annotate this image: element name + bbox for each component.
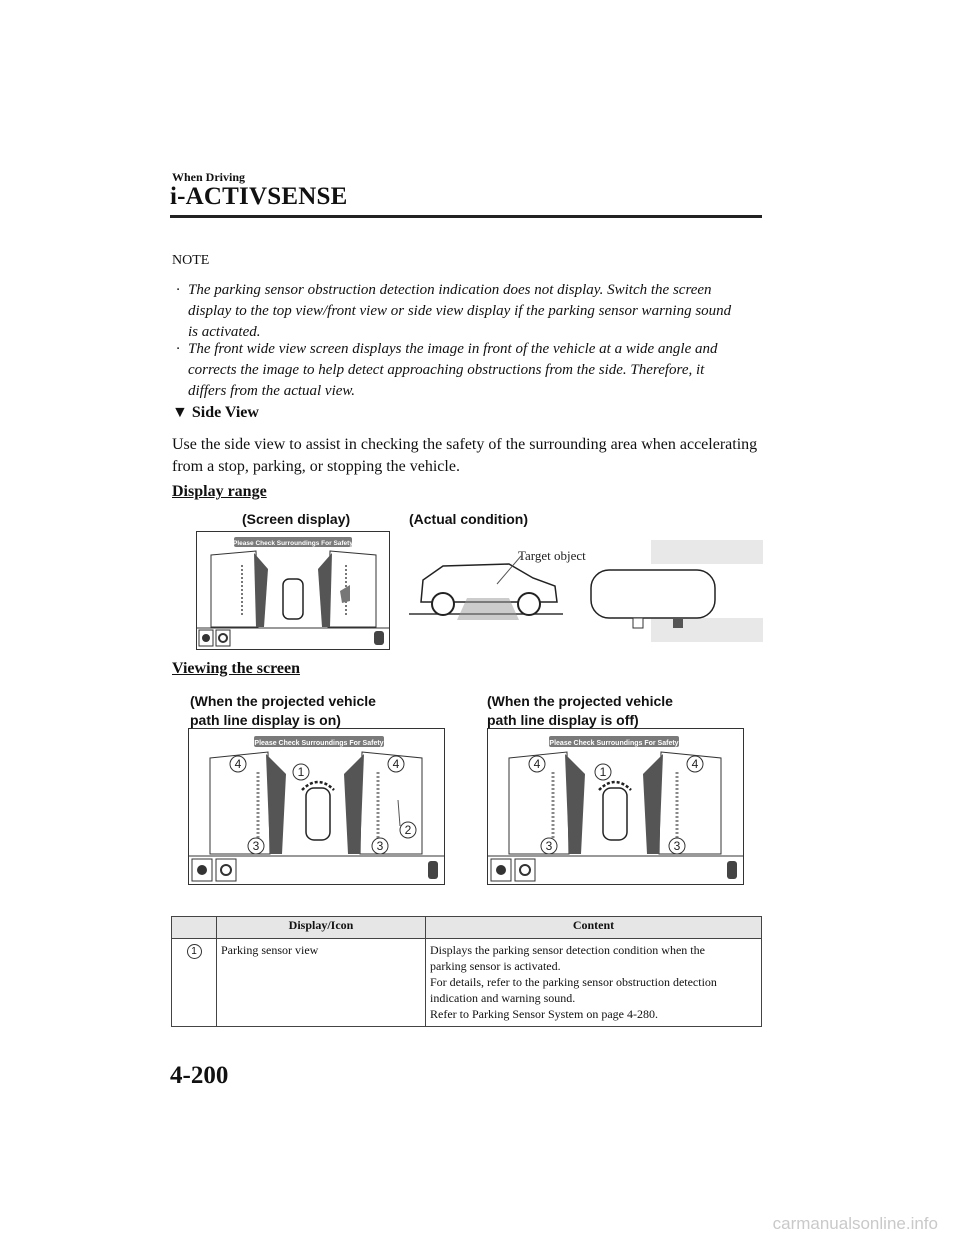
section-label: When Driving xyxy=(172,170,246,184)
side-view-range xyxy=(457,598,519,620)
callout-4: 4 xyxy=(234,757,242,771)
screen-path-on-figure xyxy=(188,728,445,885)
display-range-heading: Display range xyxy=(172,483,267,500)
callout-1: 1 xyxy=(599,765,607,779)
callout-2: 2 xyxy=(404,823,412,837)
callout-1: 1 xyxy=(187,944,202,959)
callout-4: 4 xyxy=(691,757,699,771)
table-header-number xyxy=(172,917,217,939)
chapter-title: i-ACTIVSENSE xyxy=(170,183,348,210)
callout-3: 3 xyxy=(376,839,384,853)
note-line: display to the top view/front view or side view display if the parking sensor warning sound xyxy=(188,303,732,319)
callout-3: 3 xyxy=(673,839,681,853)
screen-display-figure xyxy=(196,531,390,650)
screen-banner: Please Check Surroundings For Safety xyxy=(233,540,353,547)
triangle-marker-icon: ▼ xyxy=(172,404,188,421)
car-top-icon xyxy=(283,579,303,619)
note-line: is activated. xyxy=(188,324,261,340)
sensor-status-icon xyxy=(428,861,438,879)
caption-line: (When the projected vehicle xyxy=(487,693,673,709)
callout-3: 3 xyxy=(252,839,260,853)
content-line: parking sensor is activated. xyxy=(430,959,561,973)
caption-path-line-on xyxy=(190,692,376,730)
side-view-heading-text: Side View xyxy=(191,404,259,421)
caption-line: path line display is off) xyxy=(487,712,639,728)
note-bullet xyxy=(176,339,766,402)
table-header-display-icon: Display/Icon xyxy=(217,917,426,939)
table-header-row xyxy=(172,917,762,939)
screen-path-off-figure xyxy=(487,728,744,885)
camera-switch-icon xyxy=(197,865,207,875)
viewing-heading: Viewing the screen xyxy=(172,660,300,677)
car-top-icon xyxy=(603,788,627,840)
callout-4: 4 xyxy=(533,757,541,771)
display-icon-table xyxy=(171,916,762,1027)
note-line: corrects the image to help detect approaching obstructions from the side. Therefore, it xyxy=(188,362,705,378)
callout-3: 3 xyxy=(545,839,553,853)
note-line: differs from the actual view. xyxy=(188,383,356,399)
callout-1: 1 xyxy=(297,765,305,779)
side-view-heading xyxy=(172,404,259,422)
callout-4: 4 xyxy=(392,757,400,771)
table-header-content: Content xyxy=(426,917,762,939)
row-display-icon-cell: Parking sensor view xyxy=(217,939,426,1027)
note-title: NOTE xyxy=(172,253,210,268)
caption-actual-condition: (Actual condition) xyxy=(409,511,528,527)
content-line: Displays the parking sensor detection condition when the xyxy=(430,943,705,957)
target-object-label: Target object xyxy=(518,548,586,563)
car-top-actual-icon xyxy=(591,570,715,618)
header-rule xyxy=(170,215,762,218)
camera-switch-icon xyxy=(202,634,210,642)
table-row xyxy=(172,939,762,1027)
bullet-dot: · xyxy=(176,341,180,357)
screen-banner: Please Check Surroundings For Safety xyxy=(254,740,384,747)
caption-path-line-off xyxy=(487,692,673,730)
content-line: Refer to Parking Sensor System on page 4-280. xyxy=(430,1007,658,1021)
intro-line: from a stop, parking, or stopping the vehicle. xyxy=(172,458,460,475)
note-line: The parking sensor obstruction detection indication does not display. Switch the screen xyxy=(188,282,712,298)
note-bullet xyxy=(176,280,766,343)
caption-line: (When the projected vehicle xyxy=(190,693,376,709)
content-line: For details, refer to the parking sensor obstruction detection xyxy=(430,975,717,989)
row-content-cell xyxy=(426,939,762,1027)
bullet-dot: · xyxy=(176,282,180,298)
content-line: indication and warning sound. xyxy=(430,991,576,1005)
caption-line: path line display is on) xyxy=(190,712,341,728)
camera-switch-icon xyxy=(496,865,506,875)
sensor-status-icon xyxy=(727,861,737,879)
caption-screen-display: (Screen display) xyxy=(242,511,351,527)
watermark: carmanualsonline.info xyxy=(772,1214,938,1233)
screen-banner: Please Check Surroundings For Safety xyxy=(549,740,679,747)
intro-line: Use the side view to assist in checking the safety of the surrounding area when accelerating xyxy=(172,436,758,453)
sensor-status-icon xyxy=(374,631,384,645)
actual-condition-figure xyxy=(405,540,765,644)
row-number-cell xyxy=(172,939,217,1027)
side-view-intro xyxy=(172,434,762,478)
car-top-icon xyxy=(306,788,330,840)
note-line: The front wide view screen displays the image in front of the vehicle at a wide angle and xyxy=(188,341,718,357)
page-number: 4-200 xyxy=(170,1062,229,1089)
